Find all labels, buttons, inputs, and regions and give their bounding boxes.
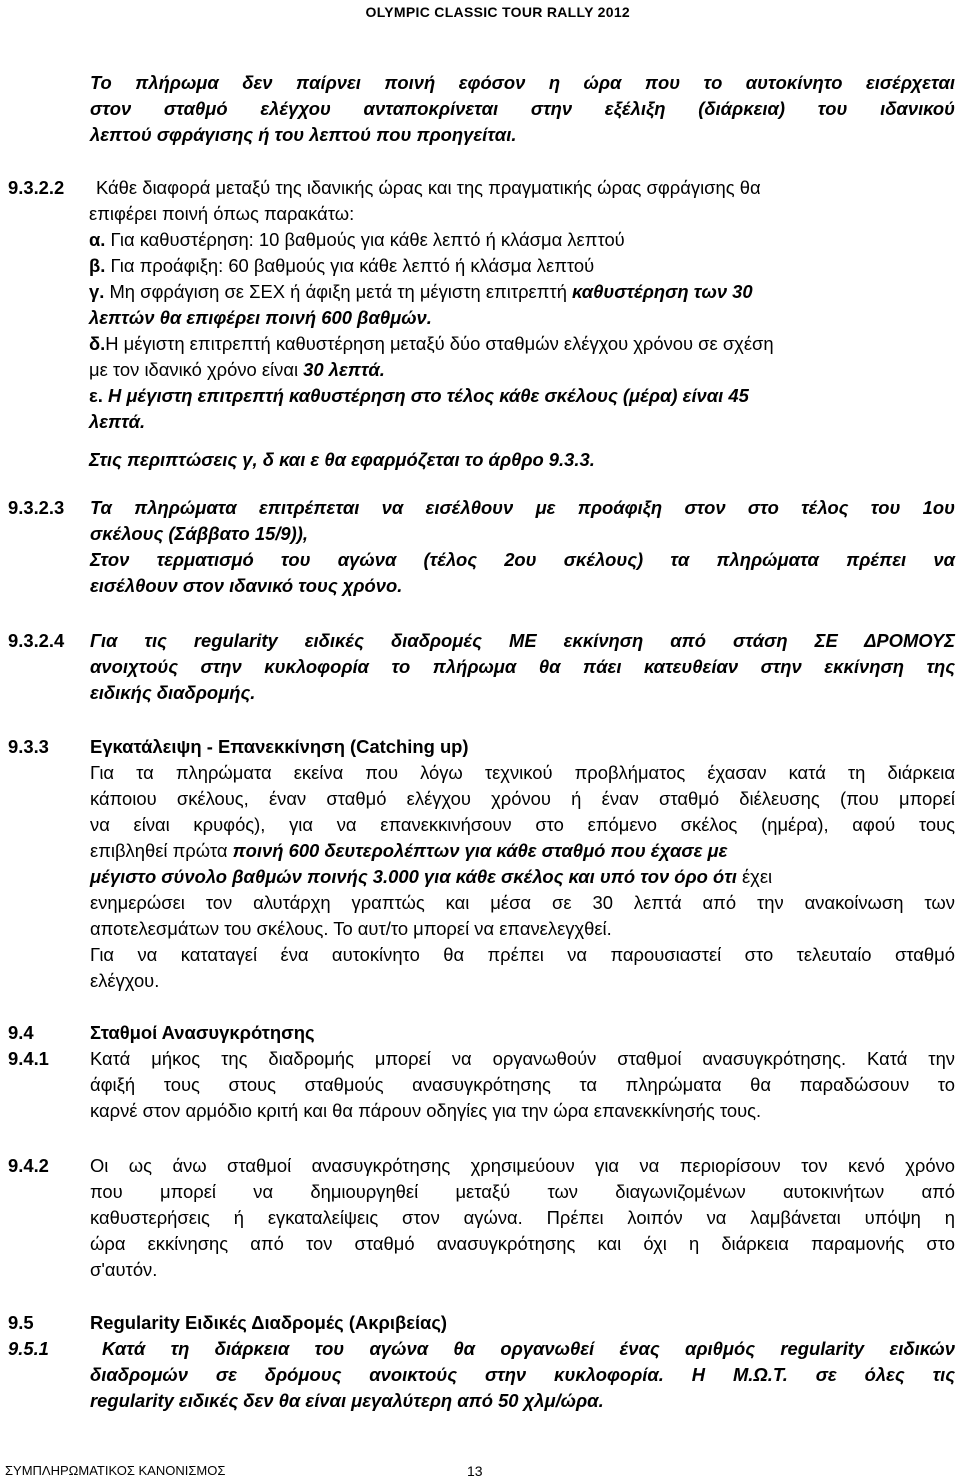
section-9322 xyxy=(89,175,954,473)
item-e-bold2: λεπτά. xyxy=(89,411,146,432)
section-number: 9.5.1 xyxy=(8,1338,49,1359)
item-a-label: α. xyxy=(89,229,106,250)
s951-line: Κατά τη διάρκεια του αγώνα θα οργανωθεί ένας αριθμός regularity ειδικών xyxy=(102,1338,955,1359)
s941-line: καρνέ στον αρμόδιο κριτή και θα πάρουν οδηγίες για την ώρα επανεκκίνησής τους. xyxy=(90,1100,762,1121)
s9324-line: Για τις regularity ειδικές διαδρομές ΜΕ εκκίνηση από στάση ΣΕ ΔΡΟΜΟΥΣ xyxy=(90,630,955,651)
s95-title: Regularity Ειδικές Διαδρομές (Ακριβείας) xyxy=(90,1312,448,1333)
section-number: 9.3.2.3 xyxy=(8,497,65,518)
s942-line: καθυστερήσεις ή εγκαταλείψεις στον αγώνα. Πρέπει λοιπόν να λαμβάνεται υπόψη η xyxy=(90,1207,955,1228)
item-e-bold: Η μέγιστη επιτρεπτή καθυστέρηση στο τέλος κάθε σκέλους (μέρα) είναι 45 xyxy=(102,385,749,406)
section-951 xyxy=(90,1336,955,1414)
footer-title: ΣΥΜΠΛΗΡΩΜΑΤΙΚΟΣ ΚΑΝΟΝΙΣΜΟΣ xyxy=(5,1463,226,1478)
s933-l5-bold: μέγιστο σύνολο βαθμών ποινής 3.000 για κάθε σκέλος και υπό τον όρο ότι xyxy=(90,866,737,887)
item-d-bold: 30 λεπτά. xyxy=(303,359,385,380)
s933-line: Για να καταταγεί ένα αυτοκίνητο θα πρέπει να παρουσιαστεί στο τελευταίο σταθμό xyxy=(90,944,955,965)
s942-line: σ'αυτόν. xyxy=(90,1259,158,1280)
item-e-label: ε. xyxy=(89,385,103,406)
item-d-text2: με τον ιδανικό χρόνο είναι xyxy=(89,359,304,380)
s933-line: κάποιου σκέλους, έναν σταθμό ελέγχου χρόνου ή έναν σταθμό διέλευσης (που μπορεί xyxy=(90,788,955,809)
item-b-text: Για προάφιξη: 60 βαθμούς για κάθε λεπτό ή κλάσμα λεπτού xyxy=(105,255,595,276)
section-number: 9.3.2.2 xyxy=(8,177,65,198)
section-number: 9.3.3 xyxy=(8,736,49,757)
item-a-text: Για καθυστέρηση: 10 βαθμούς για κάθε λεπτό ή κλάσμα λεπτού xyxy=(105,229,625,250)
s942-line: που μπορεί να δημιουργηθεί μεταξύ των διαγωνιζομένων αυτοκινήτων από xyxy=(90,1181,955,1202)
section-number: 9.4.1 xyxy=(8,1048,49,1069)
s933-l4-bold: ποινή 600 δευτερολέπτων για κάθε σταθμό που έχασε με xyxy=(232,840,728,861)
s9324-line: ανοιχτούς στην κυκλοφορία το πλήρωμα θα πάει κατευθείαν στην εκκίνηση της xyxy=(90,656,955,677)
s933-line: ενημερώσει τον αλυτάρχη γραπτώς και μέσα σε 30 λεπτά από την ανακοίνωση των xyxy=(90,892,955,913)
s933-line: Για τα πληρώματα εκείνα που λόγω τεχνικού προβλήματος έχασαν κατά τη διάρκεια xyxy=(90,762,955,783)
section-number: 9.4 xyxy=(8,1022,34,1043)
section-number: 9.4.2 xyxy=(8,1155,49,1176)
section-number: 9.3.2.4 xyxy=(8,630,65,651)
section-941 xyxy=(90,1046,955,1124)
s933-title: Εγκατάλειψη - Επανεκκίνηση (Catching up) xyxy=(90,736,469,757)
s9322-note: Στις περιπτώσεις γ, δ και ε θα εφαρμόζεται το άρθρο 9.3.3. xyxy=(89,449,595,470)
section-9324 xyxy=(90,628,955,706)
item-g-text: Μη σφράγιση σε ΣΕΧ ή άφιξη μετά τη μέγιστη επιτρεπτή xyxy=(104,281,573,302)
s951-line: διαδρομών σε δρόμους ανοικτούς στην κυκλοφορία. Η Μ.Ω.Τ. σε όλες τις xyxy=(90,1364,955,1385)
intro-line: Το πλήρωμα δεν παίρνει ποινή εφόσον η ώρα που το αυτοκίνητο εισέρχεται xyxy=(90,72,955,93)
item-b-label: β. xyxy=(89,255,106,276)
s941-line: Κατά μήκος της διαδρομής μπορεί να οργανωθούν σταθμοί ανασυγκρότησης. Κατά την xyxy=(90,1048,955,1069)
s9324-line: ειδικής διαδρομής. xyxy=(90,682,256,703)
page-header: OLYMPIC CLASSIC TOUR RALLY 2012 xyxy=(365,4,630,20)
intro-line: στον σταθμό ελέγχου ανταποκρίνεται στην εξέλιξη (διάρκεια) του ιδανικού xyxy=(90,98,955,119)
s933-l4-plain: επιβληθεί πρώτα xyxy=(90,840,233,861)
item-g-bold: καθυστέρηση των 30 xyxy=(572,281,753,302)
s933-line: να είναι κρυφός), για να επανεκκινήσουν στο επόμενο σκέλος (ημέρα), αφού τους xyxy=(90,814,955,835)
section-942 xyxy=(90,1153,955,1283)
s9323-line: Τα πληρώματα επιτρέπεται να εισέλθουν με προάφιξη στον στο τέλος του 1ου xyxy=(90,497,955,518)
s933-line: ελέγχου. xyxy=(90,970,160,991)
s94-title: Σταθμοί Ανασυγκρότησης xyxy=(90,1022,315,1043)
s941-line: άφιξή τους στους σταθμούς ανασυγκρότησης τα πληρώματα θα παραδώσουν το xyxy=(90,1074,955,1095)
section-number: 9.5 xyxy=(8,1312,34,1333)
section-933 xyxy=(90,734,955,994)
intro-paragraph xyxy=(90,70,955,148)
s9322-line1: Κάθε διαφορά μεταξύ της ιδανικής ώρας και της πραγματικής ώρας σφράγισης θα xyxy=(96,177,761,198)
s9323-line: εισέλθουν στον ιδανικό τους χρόνο. xyxy=(90,575,403,596)
s9323-line: Στον τερματισμό του αγώνα (τέλος 2ου σκέλους) τα πληρώματα πρέπει να xyxy=(90,549,955,570)
s9322-line2: επιφέρει ποινή όπως παρακάτω: xyxy=(89,203,355,224)
s942-line: Οι ως άνω σταθμοί ανασυγκρότησης χρησιμεύουν για να περιορίσουν τον κενό χρόνο xyxy=(90,1155,955,1176)
intro-line: λεπτού σφράγισης ή του λεπτού που προηγείται. xyxy=(90,124,517,145)
item-d-text: Η μέγιστη επιτρεπτή καθυστέρηση μεταξύ δύο σταθμών ελέγχου χρόνου σε σχέση xyxy=(105,333,774,354)
s933-l5-plain: έχει xyxy=(736,866,773,887)
section-9323 xyxy=(90,495,955,599)
s942-line: ώρα εκκίνησης από τον σταθμό ανασυγκρότησης και όχι η διάρκεια παραμονής στο xyxy=(90,1233,955,1254)
item-g-label: γ. xyxy=(89,281,105,302)
s9323-line: σκέλους (Σάββατο 15/9)), xyxy=(90,523,309,544)
item-d-label: δ. xyxy=(89,333,106,354)
s933-line: αποτελεσμάτων του σκέλους. Το αυτ/το μπορεί να επανελεγχθεί. xyxy=(90,918,612,939)
s951-line: regularity ειδικές δεν θα είναι μεγαλύτερη από 50 χλμ/ώρα. xyxy=(90,1390,604,1411)
item-g-bold2: λεπτών θα επιφέρει ποινή 600 βαθμών. xyxy=(89,307,432,328)
page-number: 13 xyxy=(467,1463,483,1479)
